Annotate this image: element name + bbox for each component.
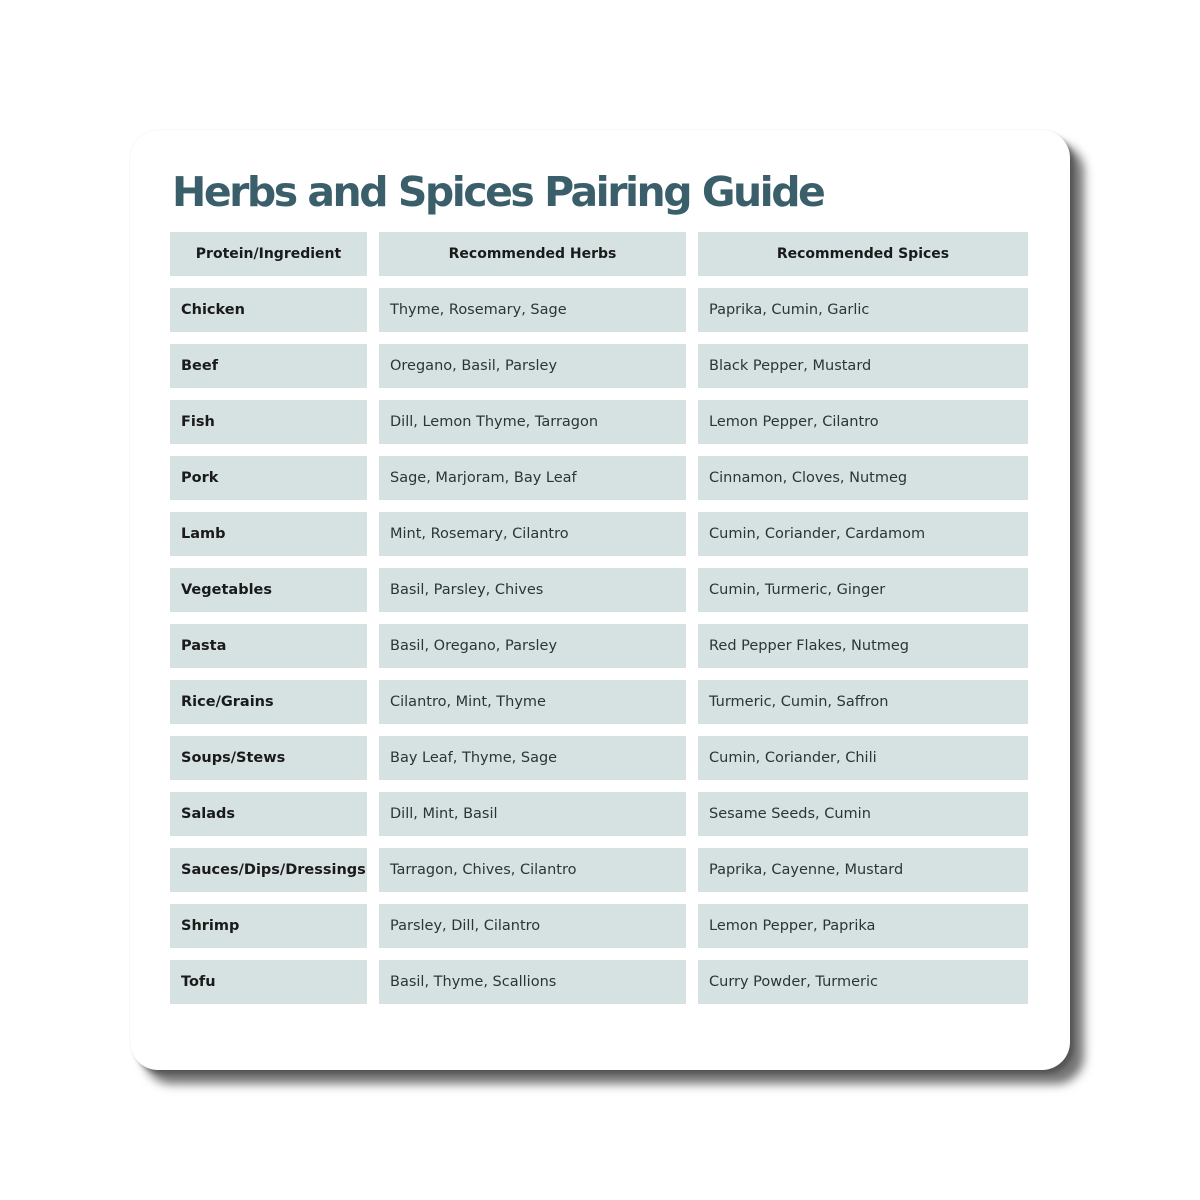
spices-cell: Curry Powder, Turmeric bbox=[698, 960, 1028, 1004]
table-row bbox=[170, 344, 1028, 388]
protein-cell: Salads bbox=[170, 792, 367, 836]
protein-cell: Vegetables bbox=[170, 568, 367, 612]
table-row bbox=[170, 400, 1028, 444]
herbs-cell: Basil, Parsley, Chives bbox=[379, 568, 686, 612]
spices-cell: Paprika, Cayenne, Mustard bbox=[698, 848, 1028, 892]
herbs-cell: Basil, Thyme, Scallions bbox=[379, 960, 686, 1004]
spices-cell: Cumin, Coriander, Cardamom bbox=[698, 512, 1028, 556]
herbs-cell: Cilantro, Mint, Thyme bbox=[379, 680, 686, 724]
protein-cell: Tofu bbox=[170, 960, 367, 1004]
table-row bbox=[170, 456, 1028, 500]
table-row bbox=[170, 792, 1028, 836]
herbs-cell: Bay Leaf, Thyme, Sage bbox=[379, 736, 686, 780]
protein-cell: Shrimp bbox=[170, 904, 367, 948]
herbs-cell: Dill, Mint, Basil bbox=[379, 792, 686, 836]
header-herbs: Recommended Herbs bbox=[379, 232, 686, 276]
page-title: Herbs and Spices Pairing Guide bbox=[172, 168, 824, 216]
table-row bbox=[170, 960, 1028, 1004]
protein-cell: Pasta bbox=[170, 624, 367, 668]
spices-cell: Lemon Pepper, Cilantro bbox=[698, 400, 1028, 444]
spices-cell: Cumin, Turmeric, Ginger bbox=[698, 568, 1028, 612]
herbs-cell: Dill, Lemon Thyme, Tarragon bbox=[379, 400, 686, 444]
herbs-cell: Basil, Oregano, Parsley bbox=[379, 624, 686, 668]
table-header-row bbox=[170, 232, 1028, 276]
protein-cell: Chicken bbox=[170, 288, 367, 332]
table-row bbox=[170, 568, 1028, 612]
protein-cell: Fish bbox=[170, 400, 367, 444]
spices-cell: Paprika, Cumin, Garlic bbox=[698, 288, 1028, 332]
herbs-cell: Thyme, Rosemary, Sage bbox=[379, 288, 686, 332]
spices-cell: Cinnamon, Cloves, Nutmeg bbox=[698, 456, 1028, 500]
table-body bbox=[170, 288, 1028, 1004]
spices-cell: Cumin, Coriander, Chili bbox=[698, 736, 1028, 780]
herbs-cell: Sage, Marjoram, Bay Leaf bbox=[379, 456, 686, 500]
herbs-cell: Tarragon, Chives, Cilantro bbox=[379, 848, 686, 892]
table-row bbox=[170, 904, 1028, 948]
spices-cell: Lemon Pepper, Paprika bbox=[698, 904, 1028, 948]
header-spices: Recommended Spices bbox=[698, 232, 1028, 276]
protein-cell: Pork bbox=[170, 456, 367, 500]
herbs-cell: Oregano, Basil, Parsley bbox=[379, 344, 686, 388]
protein-cell: Soups/Stews bbox=[170, 736, 367, 780]
protein-cell: Sauces/Dips/Dressings bbox=[170, 848, 367, 892]
spices-cell: Sesame Seeds, Cumin bbox=[698, 792, 1028, 836]
table-row bbox=[170, 512, 1028, 556]
spices-cell: Black Pepper, Mustard bbox=[698, 344, 1028, 388]
table-row bbox=[170, 288, 1028, 332]
spices-cell: Red Pepper Flakes, Nutmeg bbox=[698, 624, 1028, 668]
table-row bbox=[170, 680, 1028, 724]
protein-cell: Rice/Grains bbox=[170, 680, 367, 724]
table-row bbox=[170, 736, 1028, 780]
protein-cell: Beef bbox=[170, 344, 367, 388]
table-row bbox=[170, 624, 1028, 668]
pairing-table bbox=[170, 232, 1028, 1016]
protein-cell: Lamb bbox=[170, 512, 367, 556]
herbs-cell: Parsley, Dill, Cilantro bbox=[379, 904, 686, 948]
spices-cell: Turmeric, Cumin, Saffron bbox=[698, 680, 1028, 724]
herbs-cell: Mint, Rosemary, Cilantro bbox=[379, 512, 686, 556]
header-protein: Protein/Ingredient bbox=[170, 232, 367, 276]
table-row bbox=[170, 848, 1028, 892]
